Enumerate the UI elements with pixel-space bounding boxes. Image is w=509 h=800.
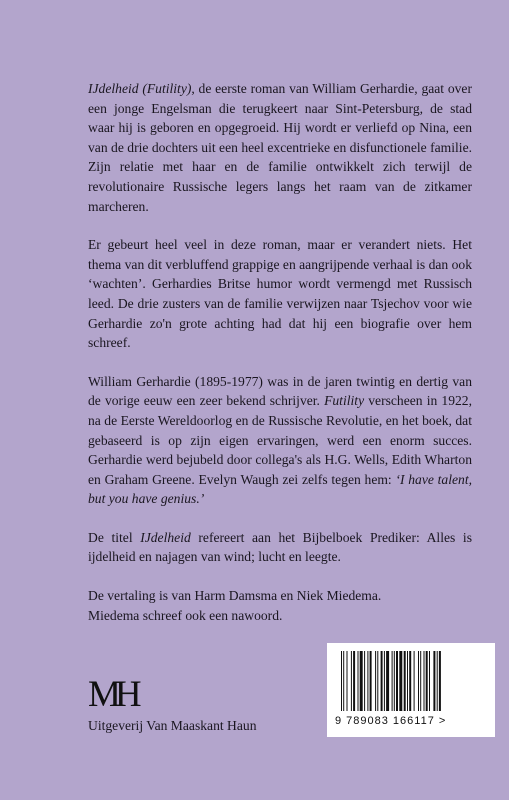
barcode-bar [381, 651, 383, 711]
barcode-bar [386, 651, 389, 711]
barcode-bar [367, 651, 368, 711]
isbn-barcode [327, 643, 495, 737]
barcode-bar [358, 651, 359, 711]
blurb-paragraph-3 [88, 372, 472, 509]
barcode-bar [409, 651, 411, 711]
blurb-paragraph-2: Er gebeurt heel veel in deze roman, maar er verandert niets. Het thema van dit verbluffend grappige en aangrijpende verhaal is dan ook ‘wachten’. Gerhardies Britse humor wordt vermengd met Russisch leed. De drie zusters van de familie verwijzen naar Tsjechov voor wie Gerhardie zo'n grote achting had dat hij een biografie over hem schreef. [88, 237, 473, 351]
waugh-quote: ‘I have talent, but you have genius.’ [88, 471, 472, 507]
blurb-text-span: refereert aan het Bijbelboek Prediker: Alles is ijdelheid en najagen van wind; lucht en leegte. [88, 529, 472, 565]
isbn-digits: 9 789083 166117 > [335, 715, 447, 727]
blurb-text-span: William Gerhardie (1895-1977) was in de jaren twintig en dertig van de vorige eeuw een zeer bekend schrijver. [88, 373, 472, 409]
barcode-bar [437, 651, 438, 711]
barcode-bars [339, 651, 485, 713]
barcode-bar [364, 651, 365, 711]
barcode-bar [353, 651, 355, 711]
afterword-line: Miedema schreef ook een nawoord. [88, 607, 283, 623]
barcode-bar [341, 651, 342, 711]
barcode-bar [347, 651, 348, 711]
barcode-bar [375, 651, 376, 711]
barcode-bar [394, 651, 395, 711]
blurb-text-span: De titel [88, 529, 141, 545]
translator-line: De vertaling is van Harm Damsma en Niek Miedema. [88, 588, 382, 604]
barcode-bar [429, 651, 430, 711]
barcode-bar [399, 651, 402, 711]
barcode-bar [392, 651, 393, 711]
barcode-bar [370, 651, 372, 711]
blurb-text [88, 79, 472, 644]
barcode-bar [377, 651, 378, 711]
barcode-bar [404, 651, 406, 711]
blurb-paragraph-1 [88, 79, 472, 216]
barcode-bar [396, 651, 398, 711]
blurb-text-span: , de eerste roman van William Gerhardie, gaat over een jonge Engelsman die terugkeert naar Sint-Petersburg, de stad waar hij is geboren en opgegroeid. Hij wordt er verliefd op Nina, een van de drie dochters uit een heel excentrieke en disfunctionele familie. Zijn relatie met haar en de familie ontwikkelt zich terwijl de revolutionaire Russische legers langs het raam van de zitkamer marcheren. [88, 81, 472, 214]
barcode-bar [360, 651, 363, 711]
barcode-bar [414, 651, 415, 711]
blurb-text-span: verscheen in 1922, na de Eerste Wereldoorlog en de Russische Revolutie, en het boek, dat gebaseerd is op zijn eigen ervaringen, werd een enorm succes. Gerhardie werd bejubeld door collega's als H.G. Wells, Edith Wharton en Graham Greene. Evelyn Waugh zei zelfs tegen hem: [88, 393, 472, 487]
barcode-bar [433, 651, 435, 711]
barcode-bar [439, 651, 441, 711]
barcode-bar [420, 651, 421, 711]
barcode-bar [424, 651, 425, 711]
barcode-bar [426, 651, 428, 711]
book-title-italic: Futility [324, 393, 365, 409]
barcode-bar [407, 651, 408, 711]
publisher-logo: MH [88, 674, 136, 715]
barcode-bar [351, 651, 352, 711]
book-title-italic: IJdelheid [140, 529, 191, 545]
blurb-paragraph-5 [88, 586, 472, 625]
barcode-bar [384, 651, 385, 711]
book-title-italic: IJdelheid (Futility) [88, 81, 192, 96]
barcode-bar [343, 651, 344, 711]
blurb-paragraph-4 [88, 528, 472, 567]
publisher-name: Uitgeverij Van Maaskant Haun [88, 718, 257, 733]
barcode-bar [418, 651, 419, 711]
